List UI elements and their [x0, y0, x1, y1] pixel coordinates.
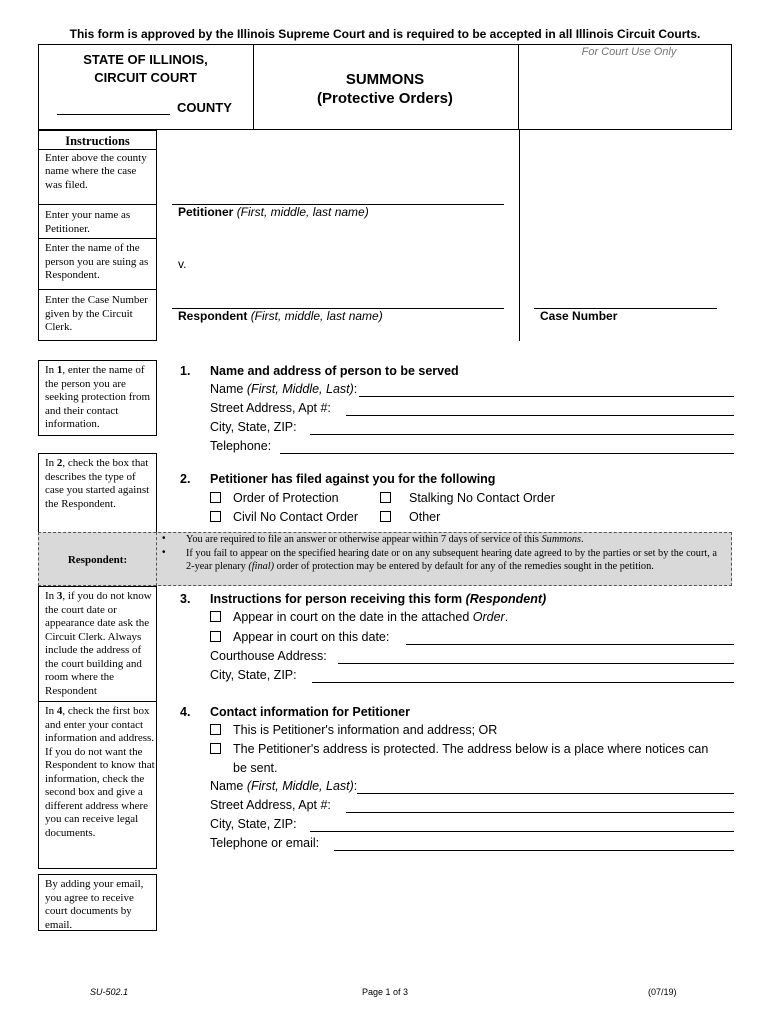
form-date: (07/19) [648, 987, 677, 997]
notice-bullet-2: If you fail to appear on the specified hearing date or on any subsequent hearing date agreed to by the parties or set by the court, a 2-year plenary (final) order of protection may be entered by default for any of the remedies sought in the petition. [186, 548, 717, 572]
stalking-label: Stalking No Contact Order [409, 491, 555, 505]
s1-name-label: Name (First, Middle, Last): [210, 382, 358, 396]
notice-bullet-1: You are required to file an answer or otherwise appear within 7 days of service of this Summons. [186, 534, 584, 545]
section-3-number: 3. [180, 592, 191, 606]
bullet-icon: • [162, 547, 166, 558]
court-use-label: For Court Use Only [581, 46, 677, 58]
s4-name-label: Name (First, Middle, Last): [210, 779, 358, 793]
petitioner-info-checkbox[interactable] [210, 724, 221, 735]
s1-phone-field[interactable] [280, 453, 734, 454]
s3-city-label: City, State, ZIP: [210, 668, 297, 682]
form-title [290, 70, 480, 108]
s1-city-label: City, State, ZIP: [210, 420, 297, 434]
instruction-county-text: Enter above the county name where the case was filed. [45, 151, 147, 191]
instruction-item-3: In 3, if you do not know the court date or appearance date ask the Circuit Clerk. Always include the address of the court building and room where the Respondent [38, 586, 157, 702]
address-protected-checkbox[interactable] [210, 743, 221, 754]
section-2-number: 2. [180, 472, 191, 486]
page-number: Page 1 of 3 [361, 987, 409, 997]
petitioner-label: Petitioner (First, middle, last name) [178, 205, 369, 219]
courthouse-field[interactable] [338, 663, 734, 664]
instruction-petitioner [38, 204, 157, 239]
header-divider [253, 44, 254, 130]
s1-city-field[interactable] [310, 434, 734, 435]
appear-on-date-checkbox[interactable] [210, 631, 221, 642]
courthouse-label: Courthouse Address: [210, 649, 327, 663]
s4-street-label: Street Address, Apt #: [210, 798, 331, 812]
case-number-label: Case Number [540, 309, 618, 323]
s4-name-field[interactable] [357, 793, 734, 794]
instruction-respondent [38, 238, 157, 290]
order-of-protection-label: Order of Protection [233, 491, 339, 505]
instruction-email [38, 874, 157, 931]
section-2-title: Petitioner has filed against you for the following [210, 472, 496, 486]
form-title-line2: (Protective Orders) [317, 90, 453, 107]
heading-underline [38, 149, 157, 150]
s4-city-field[interactable] [310, 831, 734, 832]
s4-street-field[interactable] [346, 812, 734, 813]
form-title-line1: SUMMONS [345, 71, 425, 88]
s1-street-field[interactable] [346, 415, 734, 416]
instruction-item-2: In 2, check the box that describes the type of case you started against the Respondent. [38, 453, 157, 533]
address-protected-label-cont: be sent. [233, 761, 278, 775]
approval-notice: This form is approved by the Illinois Supreme Court and is required to be accepted in all Illinois Circuit Courts. [69, 27, 701, 41]
section-3-title: Instructions for person receiving this form (Respondent) [210, 592, 547, 606]
stalking-checkbox[interactable] [380, 492, 391, 503]
s1-phone-label: Telephone: [210, 439, 272, 453]
other-label: Other [409, 510, 441, 524]
respondent-notice-label: Respondent: [67, 554, 128, 566]
appear-on-date-label: Appear in court on this date: [233, 630, 390, 644]
court-label: CIRCUIT COURT [94, 70, 197, 85]
instruction-respondent-text: Enter the name of the person you are suing as Respondent. [45, 242, 149, 281]
other-checkbox[interactable] [380, 511, 391, 522]
county-name-field[interactable] [57, 114, 170, 115]
petitioner-info-label: This is Petitioner's information and address; OR [233, 723, 498, 737]
order-of-protection-checkbox[interactable] [210, 492, 221, 503]
s1-street-label: Street Address, Apt #: [210, 401, 331, 415]
section-1-number: 1. [180, 364, 191, 378]
instruction-county [38, 130, 157, 205]
section-4-title: Contact information for Petitioner [210, 705, 410, 719]
section-4-number: 4. [180, 705, 191, 719]
bullet-icon: • [162, 533, 166, 544]
appear-attached-order-checkbox[interactable] [210, 611, 221, 622]
instruction-case-number [38, 289, 157, 341]
s1-name-field[interactable] [359, 396, 734, 397]
versus-label: v. [178, 257, 187, 271]
instructions-heading: Instructions [65, 134, 130, 148]
appear-date-field[interactable] [406, 644, 734, 645]
s3-city-field[interactable] [312, 682, 734, 683]
instruction-email-text: By adding your email, you agree to receive court documents by email. [45, 878, 144, 931]
instruction-petitioner-text: Enter your name as Petitioner. [45, 209, 131, 235]
county-label: COUNTY [177, 100, 232, 115]
s4-phone-label: Telephone or email: [210, 836, 320, 850]
instruction-case-number-text: Enter the Case Number given by the Circuit Clerk. [45, 294, 148, 333]
appear-attached-order-label: Appear in court on the date in the attached Order. [233, 610, 509, 624]
civil-no-contact-checkbox[interactable] [210, 511, 221, 522]
s4-phone-email-field[interactable] [334, 850, 734, 851]
instruction-item-4: In 4, check the first box and enter your contact information and address. If you do not want the Respondent to know that information, check the second box and give a different address where you can receive legal documents. [38, 701, 157, 869]
header-divider [518, 44, 519, 130]
instruction-item-1: In 1, enter the name of the person you are seeking protection from and their contact information. [38, 360, 157, 436]
state-label: STATE OF ILLINOIS, [83, 52, 208, 67]
s4-city-label: City, State, ZIP: [210, 817, 297, 831]
form-id: SU-502.1 [90, 987, 129, 997]
respondent-label: Respondent (First, middle, last name) [178, 309, 383, 323]
section-1-title: Name and address of person to be served [210, 364, 459, 378]
civil-no-contact-label: Civil No Contact Order [233, 510, 359, 524]
address-protected-label: The Petitioner's address is protected. The address below is a place where notices can [233, 742, 709, 756]
